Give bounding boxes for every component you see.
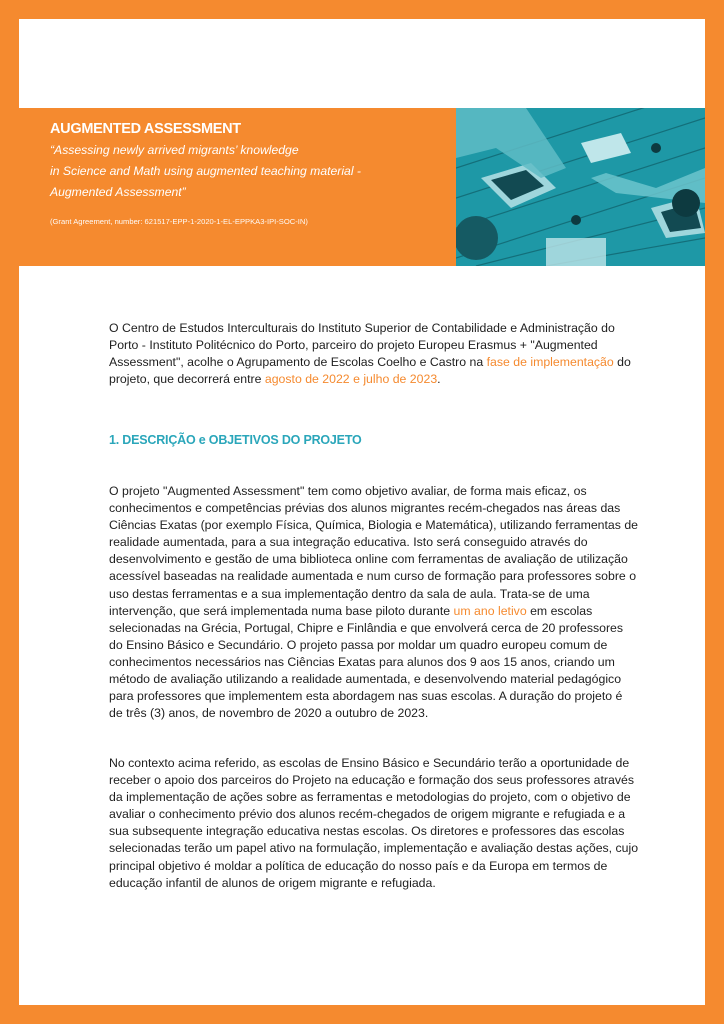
intro-text: O Centro de Estudos Interculturais do Instituto Superior de Contabilidade e Administração do Porto - Instituto Politécnico do Porto, parceiro do projeto Europeu Erasmus + "Augmented Assessment", acolhe o Agrupamento de Escolas Coelho e Castro na: [109, 321, 615, 370]
subtitle-line: Augmented Assessment”: [50, 185, 186, 199]
grant-agreement: (Grant Agreement, number: 621517-EPP-1-2020-1-EL-EPPKA3-IPI-SOC-IN): [50, 217, 308, 226]
project-subtitle: [50, 140, 450, 203]
paragraph-text: em escolas selecionadas na Grécia, Portugal, Chipre e Finlândia e que envolverá cerca de 20 professores do Ensino Básico e Secundário. O projeto passa por moldar um quadro europeu comum de conhecimentos necessários nas Ciências Exatas para alunos dos 9 aos 15 anos, criando um método de avaliação utilizando a realidade aumentada, e desenvolvendo material pedagógico para professores que implementem esta abordagem nas suas escolas. A duração do projeto é de três (3) anos, de novembro de 2020 a outubro de 2023.: [109, 603, 624, 721]
description-paragraph-1: [109, 483, 639, 722]
header-photo: [456, 108, 705, 266]
intro-paragraph: [109, 320, 639, 388]
intro-text: do projeto, que decorrerá entre: [109, 355, 631, 387]
intro-text: .: [437, 372, 441, 387]
highlight-school-year: um ano letivo: [453, 603, 527, 618]
header-text: [50, 120, 450, 226]
intro-highlight-phase: fase de implementação: [486, 355, 614, 370]
team-handshake-photo-icon: [456, 108, 705, 266]
project-title: AUGMENTED ASSESSMENT: [50, 121, 241, 137]
paragraph-text: No contexto acima referido, as escolas de Ensino Básico e Secundário terão a oportunidade de receber o apoio dos parceiros do Projeto na educação e formação dos seus professores através da implementação de ações sobre as ferramentas e metodologias do projeto, com o objetivo de avaliar o conhecimento prévio dos alunos recém-chegados de origem migrante e refugiada e a sua subsequente integração educativa nestas escolas. Os diretores e professores das escolas selecionadas terão um papel ativo na formulação, implementação e avaliação destas ações, cujo principal objetivo é moldar a política de educação do nosso país e da Europa em termos de educação infantil de alunos de origem migrante e refugiada.: [109, 756, 639, 890]
description-paragraph-2: [109, 755, 639, 892]
paragraph-text: O projeto "Augmented Assessment" tem como objetivo avaliar, de forma mais eficaz, os conhecimentos e competências prévias dos alunos migrantes recém-chegados nas áreas das Ciências Exatas (por exemplo Física, Química, Biologia e Matemática), utilizando ferramentas de realidade aumentada, para a sua integração educativa. Isto será conseguido através do desenvolvimento e gestão de uma biblioteca online com ferramentas de avaliação de utilização acessível baseadas na realidade aumentada e num curso de formação para professores sobre o uso destas ferramentas e a sua implementação dentro da sala de aula. Trata-se de uma intervenção, que será implementada numa base piloto durante: [109, 484, 638, 618]
subtitle-line: in Science and Math using augmented teaching material -: [50, 164, 361, 178]
subtitle-line: “Assessing newly arrived migrants’ knowledge: [50, 143, 299, 157]
intro-highlight-dates: agosto de 2022 e julho de 2023: [264, 372, 438, 387]
section-heading: 1. DESCRIÇÃO e OBJETIVOS DO PROJETO: [109, 433, 362, 447]
